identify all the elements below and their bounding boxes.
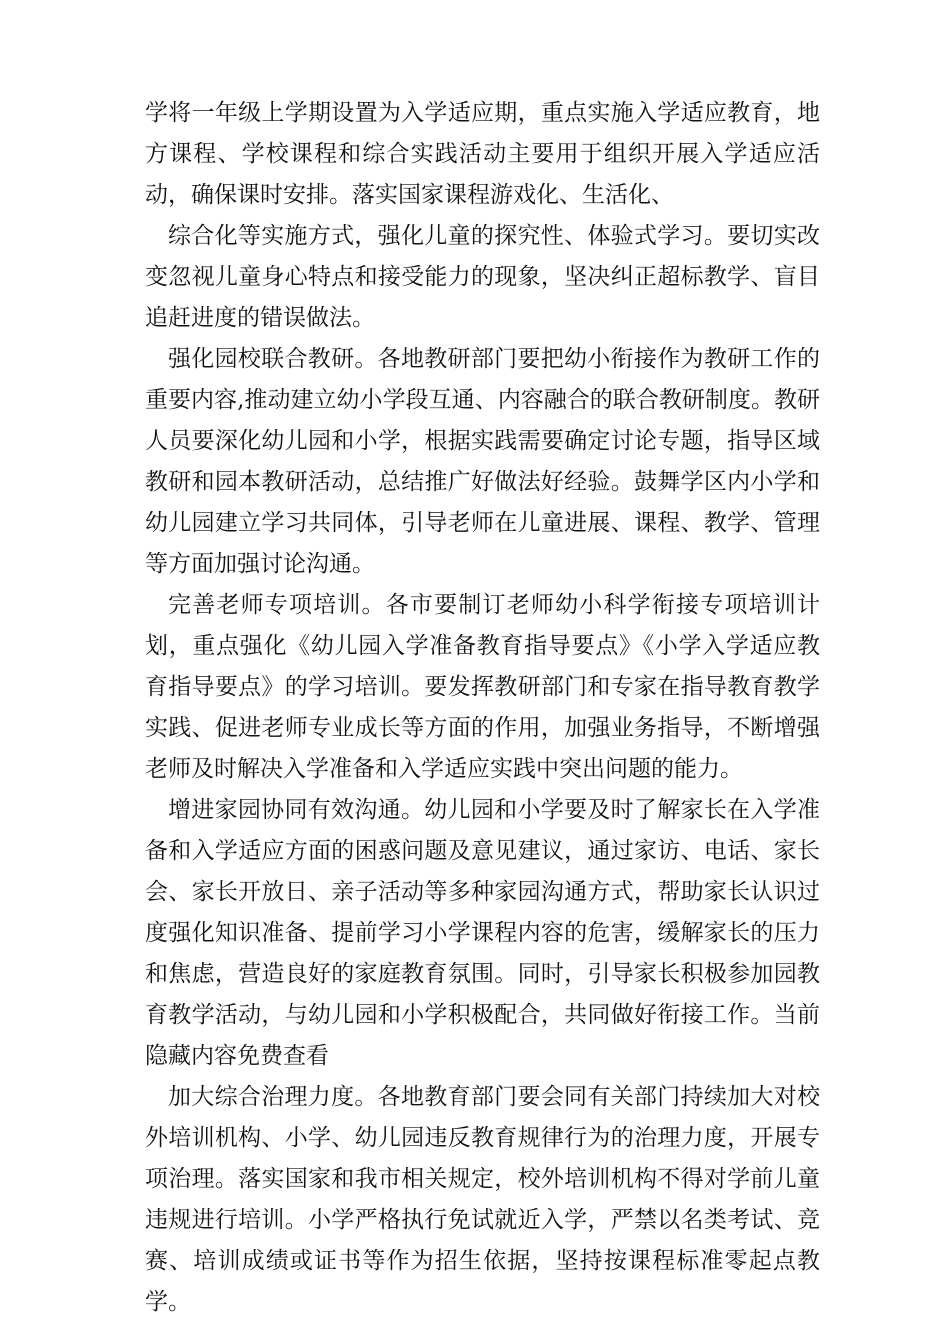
paragraph-5: 增进家园协同有效沟通。幼儿园和小学要及时了解家长在入学准备和入学适应方面的困惑问题及意见建议，通过家访、电话、家长会、家长开放日、亲子活动等多种家园沟通方式，帮助家长认识过度强化知识准备、提前学习小学课程内容的危害，缓解家长的压力和焦虑，营造良好的家庭教育氛围。同时，引导家长积极参加园教育教学活动，与幼儿园和小学积极配合，共同做好衔接工作。当前隐藏内容免费查看 bbox=[145, 797, 820, 1069]
paragraph-1: 学将一年级上学期设置为入学适应期，重点实施入学适应教育，地方课程、学校课程和综合实践活动主要用于组织开展入学适应活动，确保课时安排。落实国家课程游戏化、生活化、 bbox=[145, 100, 820, 208]
paragraph-2: 综合化等实施方式，强化儿童的探究性、体验式学习。要切实改变忽视儿童身心特点和接受能力的现象，坚决纠正超标教学、盲目追赶进度的错误做法。 bbox=[145, 223, 820, 331]
paragraph-4: 完善老师专项培训。各市要制订老师幼小科学衔接专项培训计划，重点强化《幼儿园入学准备教育指导要点》《小学入学适应教育指导要点》的学习培训。要发挥教研部门和专家在指导教育教学实践、促进老师专业成长等方面的作用，加强业务指导，不断增强老师及时解决入学准备和入学适应实践中突出问题的能力。 bbox=[145, 592, 820, 782]
document-body bbox=[145, 93, 820, 1323]
paragraph-6: 加大综合治理力度。各地教育部门要会同有关部门持续加大对校外培训机构、小学、幼儿园违反教育规律行为的治理力度，开展专项治理。落实国家和我市相关规定，校外培训机构不得对学前儿童违规进行培训。小学严格执行免试就近入学，严禁以名类考试、竞赛、培训成绩或证书等作为招生依据，坚持按课程标准零起点教学。 bbox=[145, 1084, 820, 1315]
paragraph-3: 强化园校联合教研。各地教研部门要把幼小衔接作为教研工作的重要内容,推动建立幼小学段互通、内容融合的联合教研制度。教研人员要深化幼儿园和小学，根据实践需要确定讨论专题，指导区域教研和园本教研活动，总结推广好做法好经验。鼓舞学区内小学和幼儿园建立学习共同体，引导老师在儿童进展、课程、教学、管理等方面加强讨论沟通。 bbox=[145, 346, 820, 577]
